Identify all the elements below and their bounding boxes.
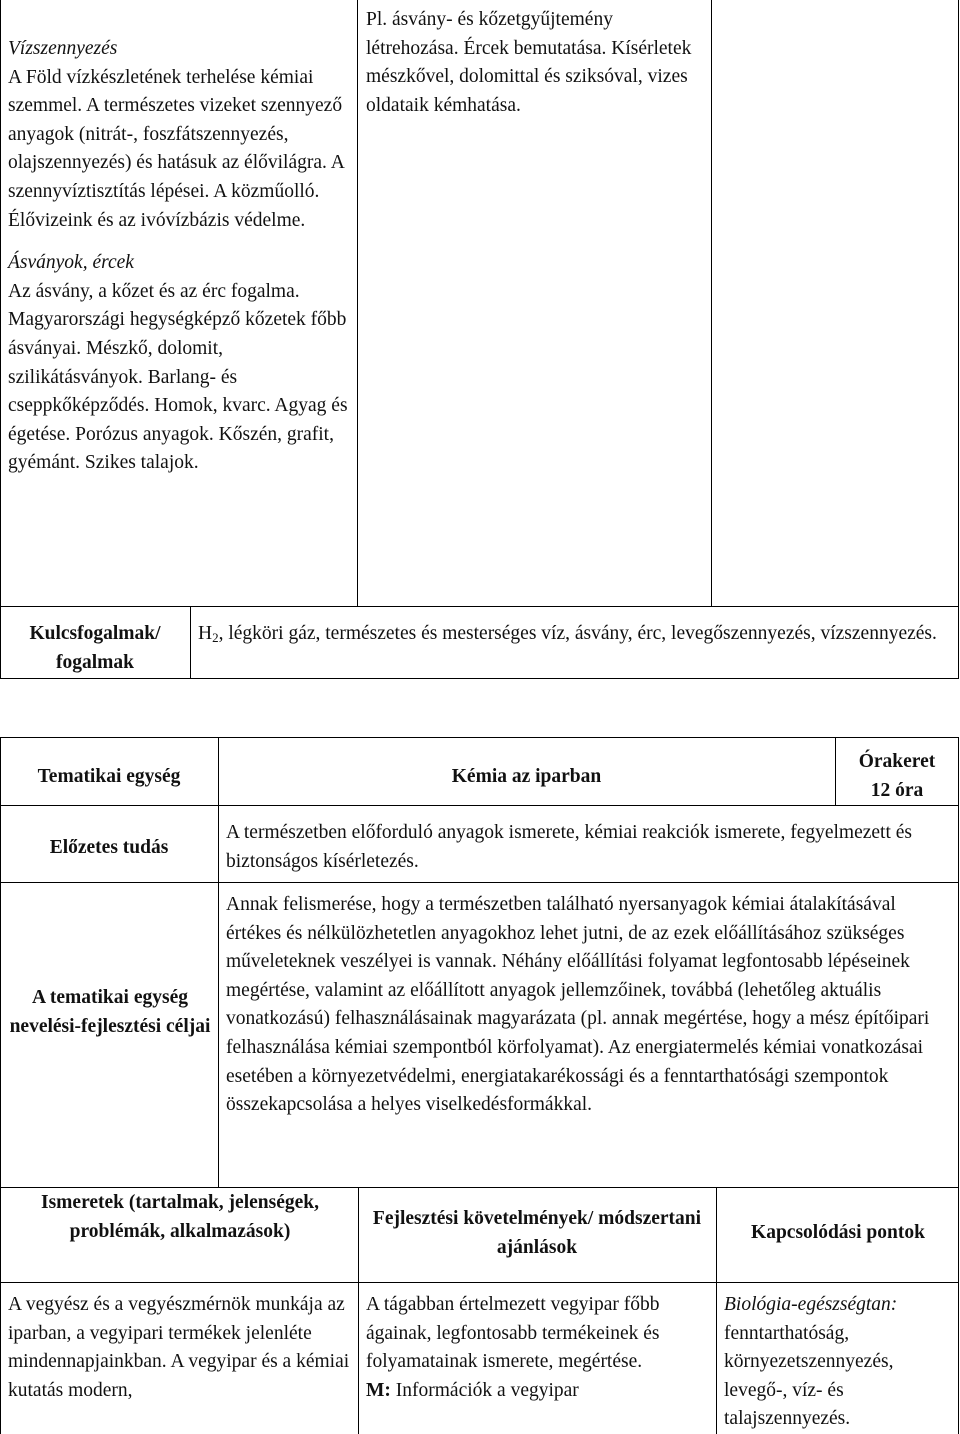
prior-knowledge-text: A természetben előforduló anyagok ismerete, kémiai reakciók ismerete, fegyelmezett és biztonságos kísérletezés.: [226, 822, 913, 872]
water-pollution-text: A Föld vízkészletének terhelése kémiai szemmel. A természetes vizeket szennyező anyagok (nitrát-, foszfátszennyezés, olajszennyezés) és hatásuk az élővilágra. A szennyvíztisztítás lépései. A közműolló. Élővizeink és az ivóvízbázis védelme.: [8, 66, 344, 231]
keywords-subscript: 2: [212, 630, 219, 645]
top-table-divider-2: [711, 0, 712, 607]
topics-cell: [8, 35, 353, 478]
top-table-right-border: [958, 0, 959, 679]
content-divider-2: [716, 1187, 717, 1434]
keywords-rest: , légköri gáz, természetes és mesterséges víz, ásvány, érc, levegőszennyezés, vízszennyezés.: [218, 623, 937, 644]
knowledge-column-header: Ismeretek (tartalmak, jelenségek, problémák, alkalmazások): [41, 1192, 319, 1242]
goals-label: A tematikai egység nevelési-fejlesztési céljai: [9, 987, 211, 1037]
header-row-line: [0, 1282, 959, 1283]
hours-value: 12 óra: [870, 780, 924, 801]
row-line-2: [0, 882, 959, 883]
goals-text: Annak felismerése, hogy a természetben található nyersanyagok kémiai átalakításával értékes és nélkülözhetetlen anyagokhoz lehet jutni, de az ezek előállításához szükséges műveleteknek veszélyei is vannak. Néhány előállítási folyamat legfontosabb lépéseinek megértése, valamint az előállított anyagok jellemzőinek, továbbá (lehetőleg aktuális vonatkozású) felhasználásainak magyarázata (pl. annak megértése, hogy a mész építőipari felhasználása kémiai szempontból körfolyamat). Az energiatermelés kémiai vonatkozásai esetében a környezetvédelmi, energiatakarékossági és a fenntarthatósági szempontok összekapcsolása a helyes viselkedésformákkal.: [226, 894, 930, 1116]
water-pollution-heading: Vízszennyezés: [8, 38, 118, 59]
activities-text: Pl. ásvány- és kőzetgyűjtemény létrehozása. Ércek bemutatása. Kísérletek mészkővel, dolomittal és sziksóval, vizes oldataik kémhatása.: [366, 9, 692, 116]
content-divider-1: [358, 1187, 359, 1434]
bottom-table-top-border: [0, 737, 959, 738]
bottom-table-left-border: [0, 737, 1, 1434]
top-table-left-border: [0, 0, 1, 679]
minerals-text: Az ásvány, a kőzet és az érc fogalma. Magyarországi hegységképző kőzetek főbb ásványai. Mészkő, dolomit, szilikátásványok. Barlang- és cseppkőképződés. Homok, kvarc. Agyag és égetése. Porózus anyagok. Kőszén, grafit, gyémánt. Szikes talajok.: [8, 280, 348, 474]
bottom-table-right-border: [958, 737, 959, 1434]
prior-knowledge-label: Előzetes tudás: [49, 837, 169, 858]
keywords-divider: [190, 606, 191, 679]
m-text: Információk a vegyipar: [390, 1379, 579, 1401]
keywords-text: [198, 620, 950, 649]
top-table-bottom-border: [0, 678, 959, 679]
hours-label: Órakeret: [858, 751, 936, 772]
knowledge-content: A vegyész és a vegyészmérnök munkája az iparban, a vegyipari termékek jelenléte mindennapjainkban. A vegyipar és a kémiai kutatás modern,: [8, 1294, 350, 1401]
unit-label: Tematikai egység: [37, 766, 181, 787]
connections-text: fenntarthatóság, környezetszennyezés, levegő-, víz- és talajszennyezés.: [724, 1322, 894, 1430]
row-line-3: [0, 1187, 959, 1188]
requirements-column-header: Fejlesztési követelmények/ módszertani ajánlások: [372, 1208, 702, 1258]
m-label: M:: [366, 1379, 391, 1401]
connections-column-header: Kapcsolódási pontok: [751, 1222, 925, 1243]
unit-title: Kémia az iparban: [451, 766, 602, 787]
row-line-1: [0, 805, 959, 806]
minerals-heading: Ásványok, ércek: [8, 252, 134, 274]
connections-content: [724, 1291, 956, 1434]
requirements-m-line: [366, 1377, 712, 1406]
keywords-prefix: H: [198, 623, 213, 644]
requirements-content: [366, 1291, 712, 1405]
requirements-text: A tágabban értelmezett vegyipar főbb ágainak, legfontosabb termékeinek és folyamatainak ismerete, megértése.: [366, 1294, 660, 1373]
top-table-divider-1: [357, 0, 358, 607]
top-table-row-line: [0, 606, 959, 607]
keywords-label: Kulcsfogalmak/ fogalmak: [29, 623, 161, 673]
connections-subject: Biológia-egészségtan:: [724, 1294, 898, 1315]
activities-cell: [366, 6, 706, 120]
